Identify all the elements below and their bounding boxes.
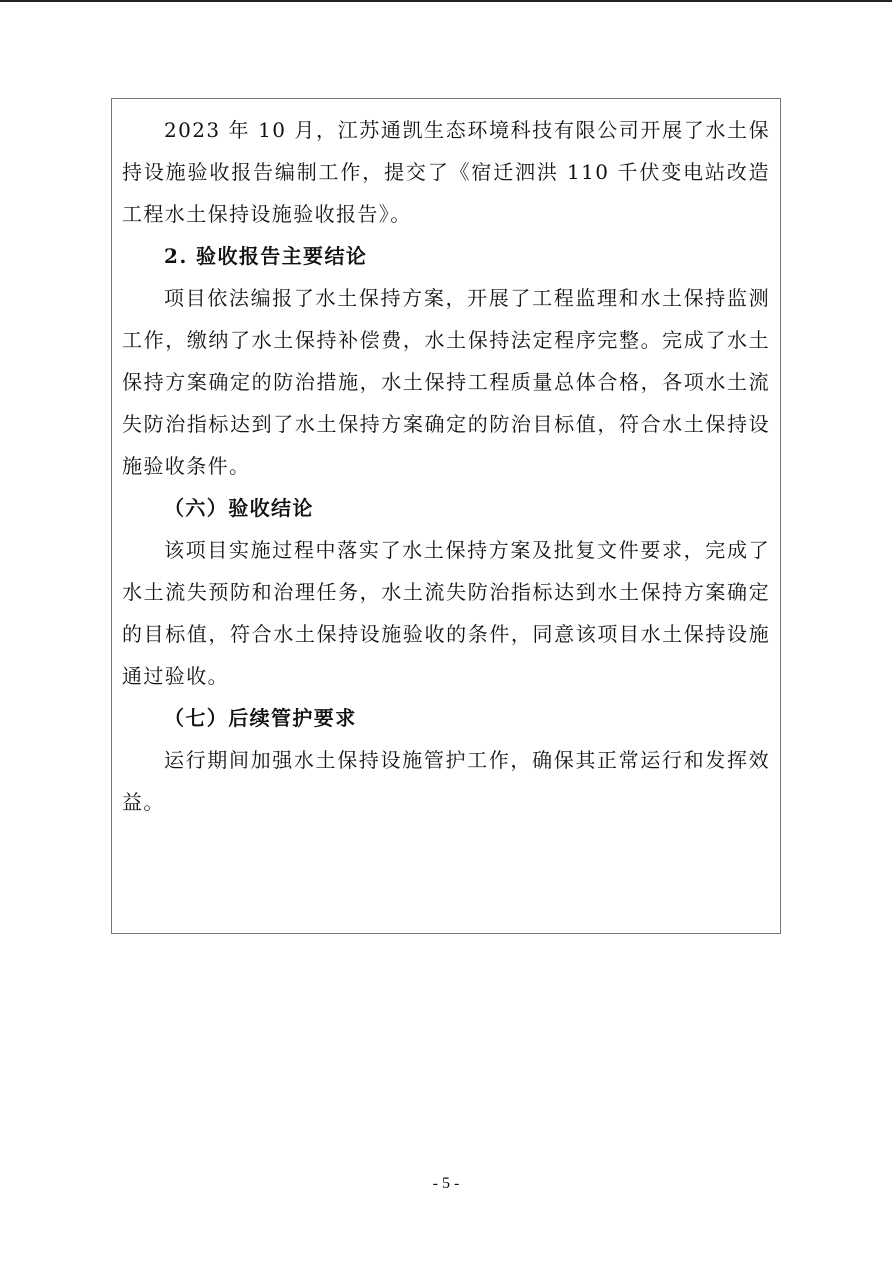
content-frame [111, 98, 781, 934]
page-number: - 5 - [432, 1175, 460, 1192]
report-conclusions-paragraph: 项目依法编报了水土保持方案，开展了工程监理和水土保持监测工作，缴纳了水土保持补偿费，水土保持法定程序完整。完成了水土保持方案确定的防治措施，水土保持工程质量总体合格，各项水土流失防治指标达到了水土保持方案确定的防治目标值，符合水土保持设施验收条件。 [122, 286, 770, 478]
section-heading-report-conclusions: 2. 验收报告主要结论 [164, 244, 368, 268]
intro-paragraph: 2023 年 10 月，江苏通凯生态环境科技有限公司开展了水土保持设施验收报告编制工作，提交了《宿迁泗洪 110 千伏变电站改造工程水土保持设施验收报告》。 [122, 118, 770, 226]
acceptance-conclusion-paragraph: 该项目实施过程中落实了水土保持方案及批复文件要求，完成了水土流失预防和治理任务，水土流失防治指标达到水土保持方案确定的目标值，符合水土保持设施验收的条件，同意该项目水土保持设施通过验收。 [122, 538, 770, 688]
section-heading-acceptance-conclusion: （六）验收结论 [164, 496, 314, 520]
top-border-line [0, 0, 892, 2]
maintenance-requirements-paragraph: 运行期间加强水土保持设施管护工作，确保其正常运行和发挥效益。 [122, 748, 770, 814]
section-heading-maintenance-requirements: （七）后续管护要求 [164, 706, 357, 730]
